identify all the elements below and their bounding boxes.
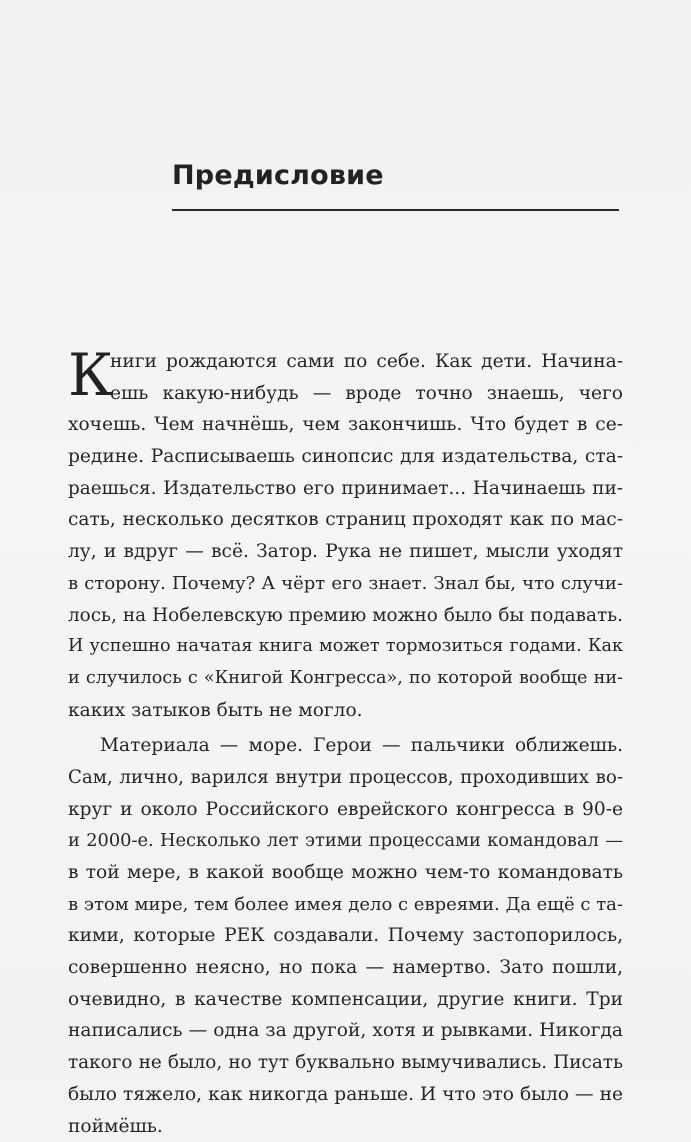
paragraph-2-line-10: написались — одна за другой, хотя и рывками. Никогда (68, 1015, 623, 1047)
paragraph-2-line-3: круг и около Российского еврейского конгресса в 90-е (68, 794, 623, 826)
paragraph-1-line-7: лу, и вдруг — всё. Затор. Рука не пишет, мысли уходят (68, 536, 623, 568)
paragraph-2-line-8: совершенно неясно, но пока — намертво. Зато пошли, (68, 952, 623, 984)
paragraph-1-line-2: ешь какую-нибудь — вроде точно знаешь, чего (68, 378, 623, 410)
paragraph-2-line-2: Сам, лично, варился внутри процессов, проходивших во- (68, 762, 623, 794)
paragraph-2-line-1: Материала — море. Герои — пальчики оближешь. (68, 730, 623, 762)
paragraph-2-line-4: и 2000-е. Несколько лет этими процессами командовал — (68, 825, 623, 857)
paragraph-2-line-11: такого не было, но тут буквально вымучивались. Писать (68, 1047, 623, 1079)
paragraph-1-line-1: ниги рождаются сами по себе. Как дети. Начина- (68, 346, 623, 378)
body-text (68, 346, 623, 1142)
paragraph-1-line-3: хочешь. Чем начнёшь, чем закончишь. Что будет в се- (68, 409, 623, 441)
page-heading: Предисловие (172, 160, 384, 191)
paragraph-1-line-11: и случилось с «Книгой Конгресса», по которой вообще ни- (68, 663, 623, 695)
paragraph-2-line-6: в этом мире, тем более имея дело с евреями. Да ещё с та- (68, 889, 623, 921)
paragraph-1-line-9: лось, на Нобелевскую премию можно было бы подавать. (68, 600, 623, 632)
paragraph-2-line-5: в той мере, в какой вообще можно чем-то командовать (68, 857, 623, 889)
paragraph-1-line-4: редине. Расписываешь синопсис для издательства, ста- (68, 441, 623, 473)
paragraph-1-line-8: в сторону. Почему? А чёрт его знает. Знал бы, что случи- (68, 568, 623, 600)
paragraph-1-line-6: сать, несколько десятков страниц проходят как по мас- (68, 504, 623, 536)
paragraph-2-line-9: очевидно, в качестве компенсации, другие книги. Три (68, 984, 623, 1016)
paragraph-1-line-10: И успешно начатая книга может тормозиться годами. Как (68, 631, 623, 663)
paragraph-2-line-13: поймёшь. (68, 1111, 623, 1142)
paragraph-2-line-12: было тяжело, как никогда раньше. И что это было — не (68, 1079, 623, 1111)
drop-cap: К (68, 346, 113, 404)
paragraph-2-line-7: кими, которые РЕК создавали. Почему застопорилось, (68, 920, 623, 952)
heading-rule (172, 209, 619, 211)
paragraph-1-line-5: раешься. Издательство его принимает... Начинаешь пи- (68, 473, 623, 505)
paragraph-1-line-12: каких затыков быть не могло. (68, 695, 623, 727)
